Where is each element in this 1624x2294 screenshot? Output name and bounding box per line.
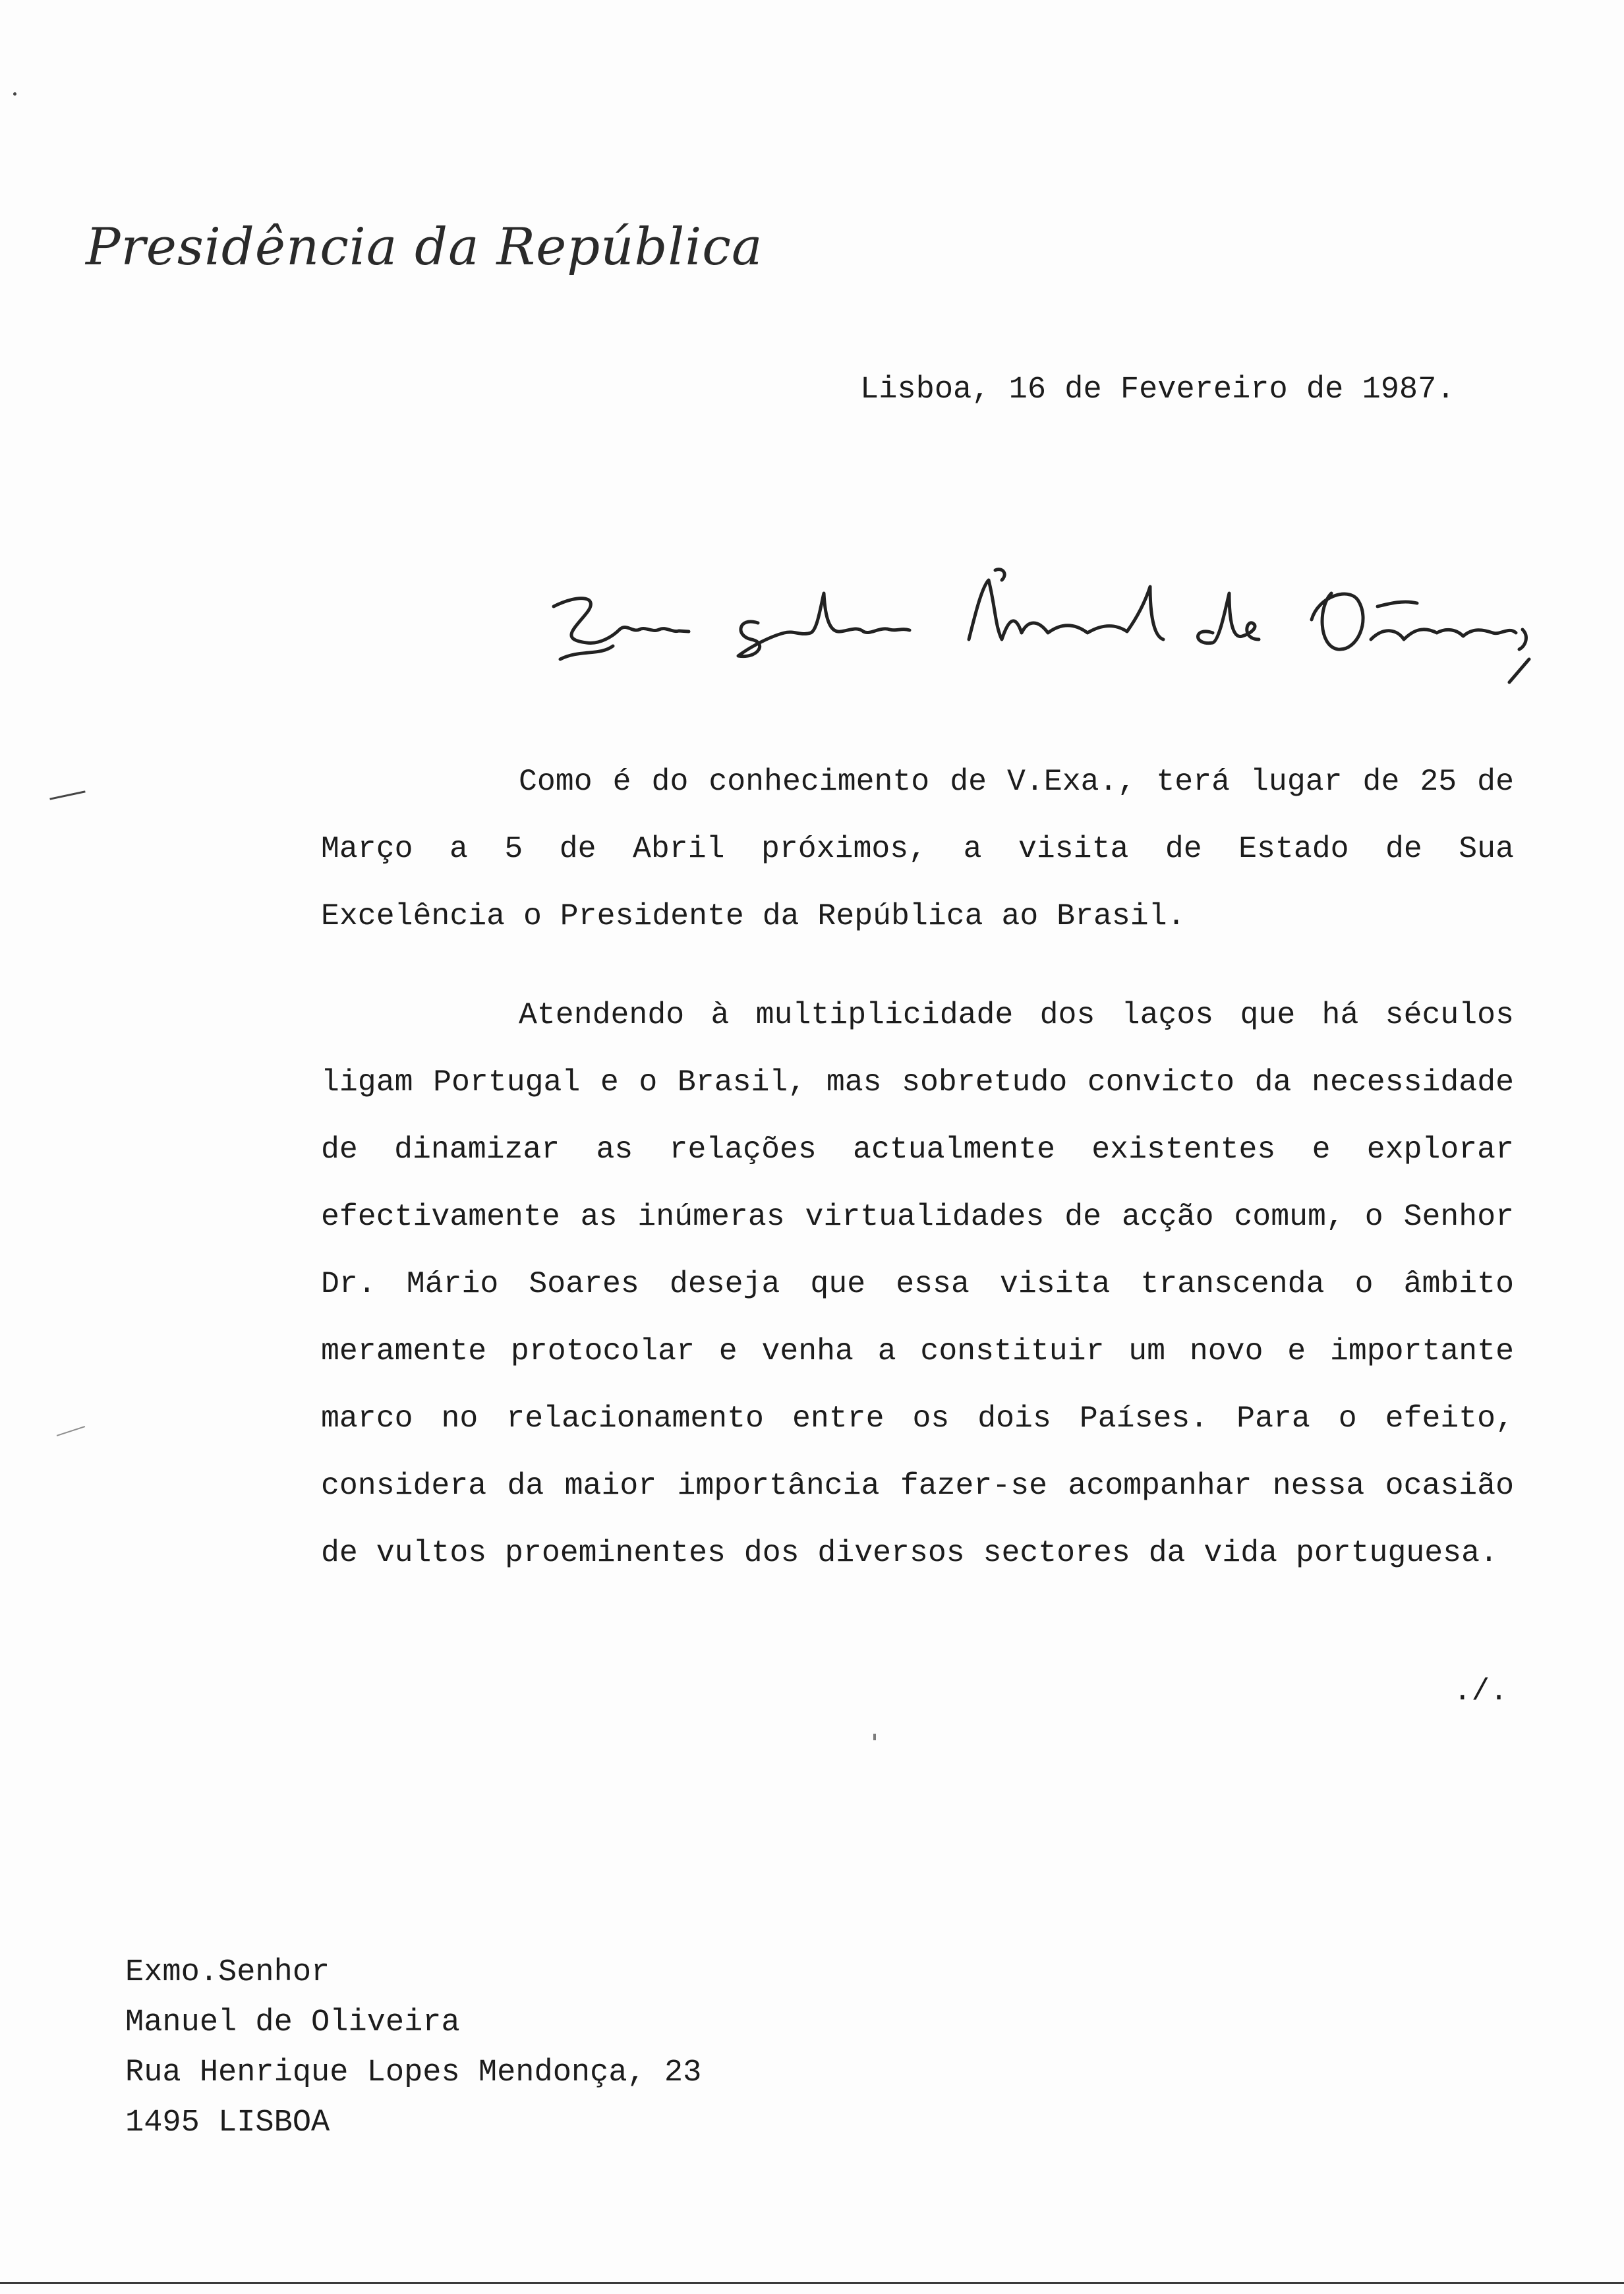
scan-speck (49, 790, 85, 800)
handwritten-salutation (540, 567, 1542, 686)
dateline: Lisboa, 16 de Fevereiro de 1987. (860, 372, 1455, 407)
handwritten-salutation-drawing (540, 567, 1542, 686)
address-line: Exmo.Senhor (125, 1955, 330, 1990)
scan-speck (57, 1426, 85, 1436)
continuation-mark: ./. (1453, 1674, 1508, 1709)
scan-speck (13, 92, 16, 96)
letter-body (321, 748, 1514, 1618)
body-paragraph-2: Atendendo à multiplicidade dos laços que há séculos ligam Portugal e o Brasil, mas sobretudo convicto da necessidade de dinamizar as relações actualmente existentes e explorar efectivamente as inúmeras virtualidades de acção comum, o Senhor Dr. Mário Soares deseja que essa visita transcenda o âmbito meramente protocolar e venha a constituir um novo e importante marco no relacionamento entre os dois Países. Para o efeito, considera da maior importância fazer-se acompanhar nessa ocasião de vultos proeminentes dos diversos sectores da vida portuguesa. (321, 997, 1514, 1570)
recipient-address (125, 1948, 701, 2148)
scan-speck (873, 1734, 876, 1740)
bottom-rule (0, 2282, 1624, 2284)
address-line: 1495 LISBOA (125, 2105, 330, 2140)
letterhead: Presidência da República (86, 218, 763, 277)
body-paragraph-1: Como é do conhecimento de V.Exa., terá lugar de 25 de Março a 5 de Abril próximos, a visita de Estado de Sua Excelência o Presidente da República ao Brasil. (321, 764, 1514, 933)
address-line: Rua Henrique Lopes Mendonça, 23 (125, 2055, 702, 2090)
address-line: Manuel de Oliveira (125, 2005, 460, 2040)
